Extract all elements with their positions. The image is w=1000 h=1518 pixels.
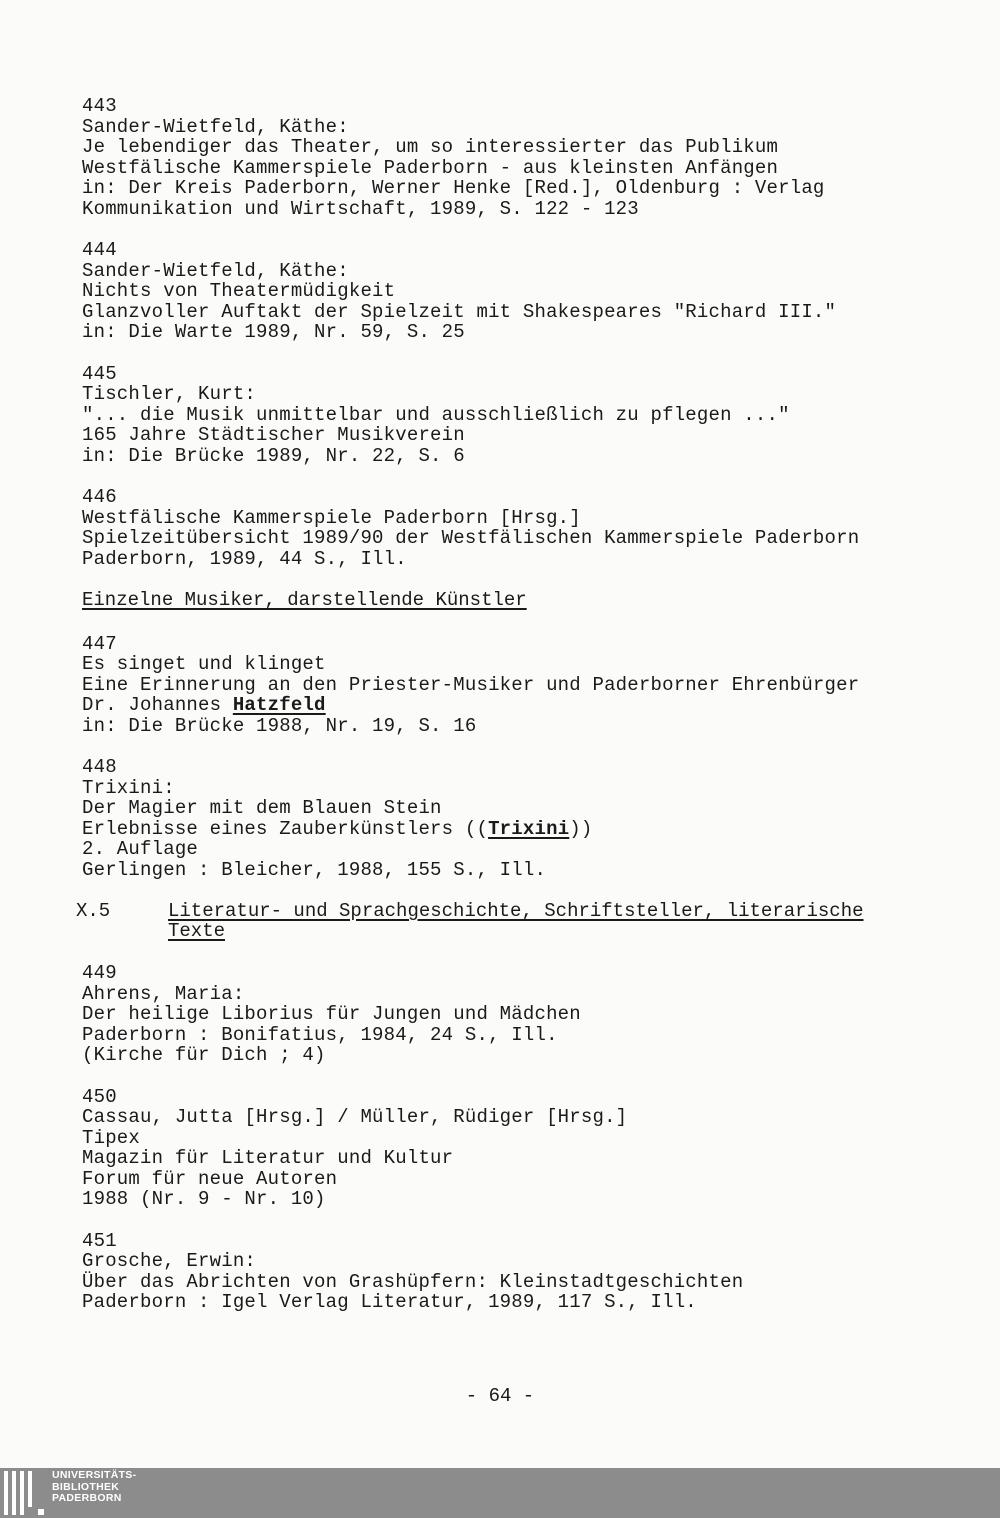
entry-line-prefix: Dr. Johannes <box>82 694 233 716</box>
person-name: Trixini <box>488 817 570 840</box>
entry-line: "... die Musik unmittelbar und ausschließlich zu pflegen ..." <box>82 403 790 426</box>
entry-line: in: Die Warte 1989, Nr. 59, S. 25 <box>82 321 465 343</box>
entry-line: Sander-Wietfeld, Käthe: <box>82 259 349 282</box>
section-title-line: Texte <box>168 920 226 942</box>
subheading-text: Einzelne Musiker, darstellende Künstler <box>82 589 527 611</box>
entry-number: 449 <box>82 962 117 984</box>
entry-line: in: Die Brücke 1988, Nr. 19, S. 16 <box>82 714 477 737</box>
entry-line: Cassau, Jutta [Hrsg.] / Müller, Rüdiger [Hrsg.] <box>82 1106 628 1128</box>
entry-line <box>82 819 942 840</box>
logo-line: UNIVERSITÄTS- <box>52 1469 137 1481</box>
entry-line-suffix: )) <box>569 817 593 840</box>
entry-line: (Kirche für Dich ; 4) <box>82 1044 326 1066</box>
entry-451 <box>82 1231 942 1313</box>
entry-line: Spielzeitübersicht 1989/90 der Westfälischen Kammerspiele Paderborn <box>82 527 860 549</box>
entry-line: Tischler, Kurt: <box>82 383 257 405</box>
entry-number: 448 <box>82 756 117 778</box>
library-logo-text <box>52 1470 136 1505</box>
entry-line: Westfälische Kammerspiele Paderborn - aus kleinsten Anfängen <box>82 156 779 179</box>
entry-line: Tipex <box>82 1126 141 1149</box>
section-number: X.5 <box>76 900 111 922</box>
entry-446 <box>82 487 942 569</box>
entry-line: Paderborn : Igel Verlag Literatur, 1989, 117 S., Ill. <box>82 1291 697 1313</box>
entry-number: 450 <box>82 1085 117 1108</box>
entry-line: Forum für neue Autoren <box>82 1167 338 1190</box>
section-title-line: Literatur- und Sprachgeschichte, Schriftsteller, literarische <box>168 900 864 922</box>
entry-line: Magazin für Literatur und Kultur <box>82 1147 454 1169</box>
entry-line: Über das Abrichten von Grashüpfern: Kleinstadtgeschichten <box>82 1270 744 1293</box>
entry-number: 444 <box>82 239 117 261</box>
entry-number: 451 <box>82 1229 117 1252</box>
section-heading <box>76 901 942 941</box>
entry-line: Nichts von Theatermüdigkeit <box>82 280 396 302</box>
entry-line: in: Die Brücke 1989, Nr. 22, S. 6 <box>82 444 465 467</box>
entry-number: 446 <box>82 486 117 508</box>
entry-line: 2. Auflage <box>82 838 199 860</box>
person-name: Hatzfeld <box>232 694 326 716</box>
footer-bar <box>0 1468 1000 1518</box>
entry-line: 1988 (Nr. 9 - Nr. 10) <box>82 1188 326 1210</box>
entry-449 <box>82 963 942 1066</box>
entry-line: Paderborn : Bonifatius, 1984, 24 S., Ill. <box>82 1023 558 1046</box>
entry-line: Der heilige Liborius für Jungen und Mädchen <box>82 1003 581 1025</box>
logo-line: PADERBORN <box>52 1492 122 1504</box>
library-logo-icon <box>4 1471 32 1515</box>
bibliography-list <box>76 95 942 1334</box>
logo-line: BIBLIOTHEK <box>52 1480 120 1493</box>
entry-line: Der Magier mit dem Blauen Stein <box>82 797 442 819</box>
entry-number: 447 <box>82 632 117 655</box>
entry-447 <box>82 634 942 737</box>
entry-line: Kommunikation und Wirtschaft, 1989, S. 122 - 123 <box>82 197 639 220</box>
entry-line <box>82 695 942 716</box>
entry-line: Grosche, Erwin: <box>82 1250 257 1272</box>
entry-line: Trixini: <box>82 776 175 799</box>
page-number: - 64 - <box>465 1385 535 1407</box>
entry-line: Gerlingen : Bleicher, 1988, 155 S., Ill. <box>82 858 547 881</box>
entry-line: Eine Erinnerung an den Priester-Musiker und Paderborner Ehrenbürger <box>82 673 860 696</box>
entry-line-prefix: Erlebnisse eines Zauberkünstlers (( <box>82 817 489 840</box>
entry-line: 165 Jahre Städtischer Musikverein <box>82 424 465 446</box>
entry-450 <box>82 1087 942 1210</box>
entry-number: 445 <box>82 362 117 385</box>
entry-line: Westfälische Kammerspiele Paderborn [Hrsg.] <box>82 506 581 529</box>
entry-line: Es singet und klinget <box>82 653 326 675</box>
entry-line: Glanzvoller Auftakt der Spielzeit mit Shakespeares "Richard III." <box>82 300 837 323</box>
entry-number: 443 <box>82 95 117 117</box>
entry-443 <box>82 96 942 219</box>
logo-dot <box>38 1509 44 1515</box>
subheading <box>82 590 942 611</box>
entry-line: in: Der Kreis Paderborn, Werner Henke [Red.], Oldenburg : Verlag <box>82 177 825 199</box>
entry-line: Sander-Wietfeld, Käthe: <box>82 115 349 138</box>
entry-448 <box>82 757 942 880</box>
entry-line: Paderborn, 1989, 44 S., Ill. <box>82 547 407 570</box>
entry-line: Ahrens, Maria: <box>82 982 245 1005</box>
entry-line: Je lebendiger das Theater, um so interessierter das Publikum <box>82 136 779 158</box>
entry-444 <box>82 240 942 343</box>
section-title <box>168 901 942 941</box>
entry-445 <box>82 364 942 467</box>
